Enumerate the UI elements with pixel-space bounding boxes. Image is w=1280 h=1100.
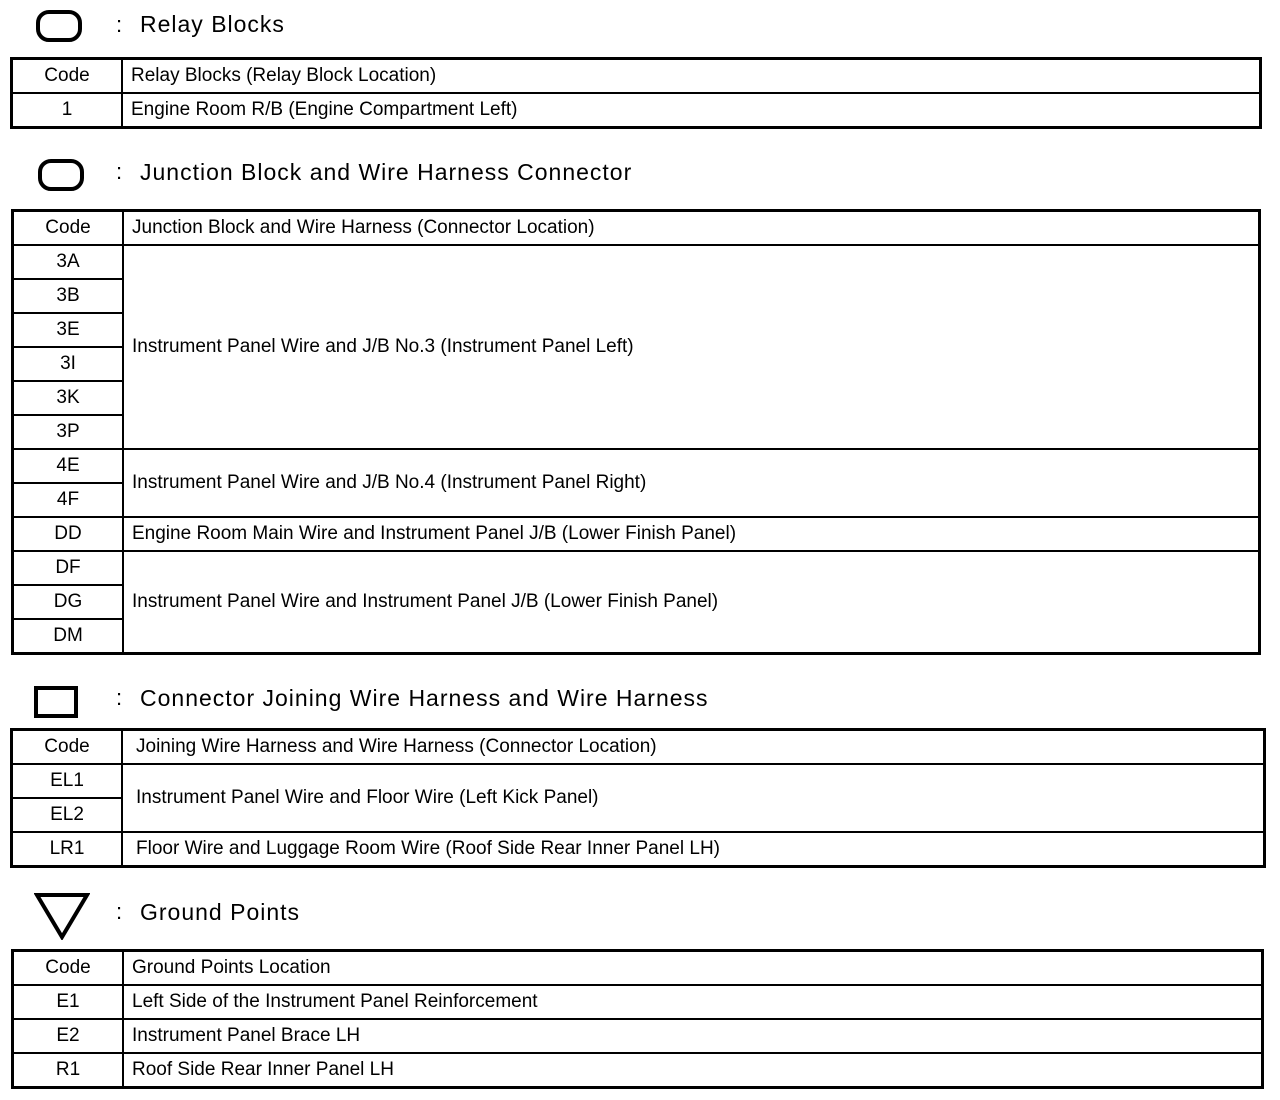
desc-cell: Instrument Panel Brace LH [123,1019,1263,1053]
table-header-row [13,951,1263,986]
code-cell: 3B [13,279,124,313]
section-title: Junction Block and Wire Harness Connector [140,159,633,185]
junction-block-table [11,209,1261,655]
desc-cell: Instrument Panel Wire and Floor Wire (Left Kick Panel) [122,764,1265,832]
table-row [13,985,1263,1019]
code-cell: 3E [13,313,124,347]
table-row [12,764,1265,798]
code-cell: DG [13,585,124,619]
code-cell: E1 [13,985,124,1019]
table-header-row [13,211,1260,246]
section-title: Connector Joining Wire Harness and Wire Harness [140,685,709,711]
code-cell: EL1 [12,764,123,798]
desc-cell: Instrument Panel Wire and Instrument Panel J/B (Lower Finish Panel) [123,551,1260,654]
code-cell: 3I [13,347,124,381]
code-header: Code [12,730,123,765]
rectangle-icon [34,686,78,718]
code-cell: DM [13,619,124,654]
code-cell: 4E [13,449,124,483]
ground-points-table [11,949,1264,1089]
code-cell: R1 [13,1053,124,1088]
code-cell: LR1 [12,832,123,867]
code-cell: E2 [13,1019,124,1053]
table-row [13,1019,1263,1053]
desc-cell: Left Side of the Instrument Panel Reinforcement [123,985,1263,1019]
code-cell: 3P [13,415,124,449]
table-row [13,1053,1263,1088]
colon: : [116,685,123,710]
code-cell: DF [13,551,124,585]
code-header: Code [12,59,123,94]
desc-header: Junction Block and Wire Harness (Connector Location) [123,211,1260,246]
code-cell: 1 [12,93,123,128]
code-cell: EL2 [12,798,123,832]
table-header-row [12,59,1261,94]
desc-cell: Engine Room Main Wire and Instrument Panel J/B (Lower Finish Panel) [123,517,1260,551]
code-cell: 4F [13,483,124,517]
table-header-row [12,730,1265,765]
table-row [12,832,1265,867]
code-cell: 3K [13,381,124,415]
desc-header: Ground Points Location [123,951,1263,986]
table-row [13,551,1260,585]
code-cell: DD [13,517,124,551]
desc-cell: Engine Room R/B (Engine Compartment Left) [122,93,1261,128]
colon: : [116,159,123,184]
table-row [12,93,1261,128]
table-row [13,245,1260,279]
table-row [13,517,1260,551]
desc-cell: Instrument Panel Wire and J/B No.3 (Instrument Panel Left) [123,245,1260,449]
desc-cell: Roof Side Rear Inner Panel LH [123,1053,1263,1088]
relay-blocks-table [10,57,1262,129]
desc-cell: Instrument Panel Wire and J/B No.4 (Instrument Panel Right) [123,449,1260,517]
rounded-rectangle-icon [36,10,82,42]
table-row [13,449,1260,483]
connector-joining-table [10,728,1266,868]
rounded-rectangle-icon [38,159,84,191]
code-cell: 3A [13,245,124,279]
desc-header: Joining Wire Harness and Wire Harness (Connector Location) [122,730,1265,765]
colon: : [116,12,123,37]
code-header: Code [13,951,124,986]
desc-cell: Floor Wire and Luggage Room Wire (Roof Side Rear Inner Panel LH) [122,832,1265,867]
down-triangle-icon [34,892,90,940]
desc-header: Relay Blocks (Relay Block Location) [122,59,1261,94]
section-title: Relay Blocks [140,11,285,37]
section-title: Ground Points [140,899,301,925]
code-header: Code [13,211,124,246]
colon: : [116,899,123,924]
